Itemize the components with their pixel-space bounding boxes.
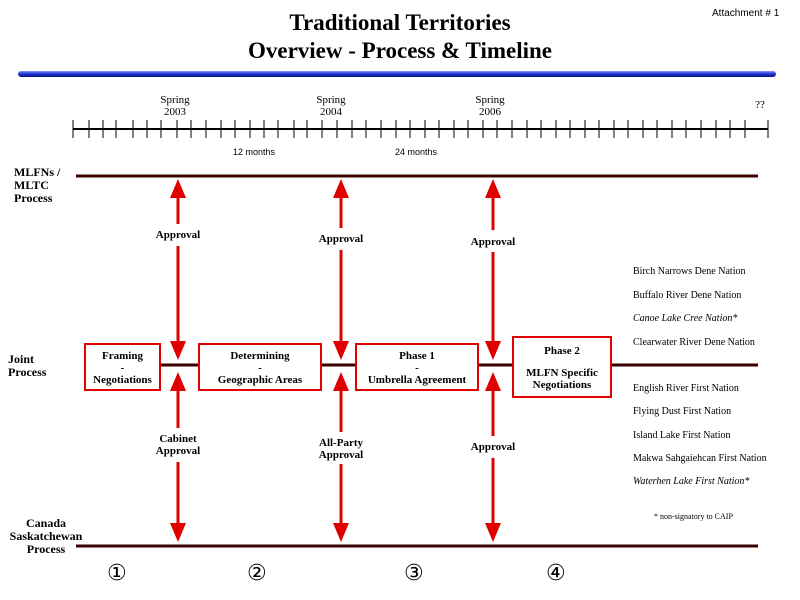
arrow-col-3 — [485, 179, 501, 542]
lane-label-mlfn: MLFNs / MLTC Process — [14, 165, 61, 205]
phase-box-phase-2: Phase 2 MLFN Specific Negotiations — [512, 336, 612, 398]
timeline-label-2003: Spring 2003 — [160, 94, 190, 118]
lane-label-canada: Canada Saskatchewan Process — [9, 516, 83, 556]
approval-bottom-all-party: All-Party Approval — [318, 437, 364, 461]
nation-english-river: English River First Nation — [633, 383, 739, 394]
phase-box-determining: Determining - Geographic Areas — [198, 343, 322, 391]
nation-island-lake: Island Lake First Nation — [633, 430, 731, 441]
timeline-label-2004: Spring 2004 — [316, 94, 346, 118]
nation-buffalo-river: Buffalo River Dene Nation — [633, 290, 742, 301]
approval-top-2: Approval — [318, 233, 364, 245]
timeline-label-2006: Spring 2006 — [475, 94, 505, 118]
title-line-1: Traditional Territories — [289, 10, 511, 35]
stage-number-1: ① — [107, 561, 127, 586]
attachment-label: Attachment # 1 — [712, 8, 780, 19]
approval-bottom-3: Approval — [470, 441, 516, 453]
approval-top-1: Approval — [155, 229, 201, 241]
header-divider-bar — [18, 71, 776, 77]
title-line-2: Overview - Process & Timeline — [247, 38, 553, 63]
phase-box-phase-1: Phase 1 - Umbrella Agreement — [355, 343, 479, 391]
stage-number-2: ② — [247, 561, 267, 586]
month-label-24: 24 months — [395, 147, 438, 157]
nation-flying-dust: Flying Dust First Nation — [633, 406, 732, 417]
approval-top-3: Approval — [470, 236, 516, 248]
nation-clearwater-river: Clearwater River Dene Nation — [633, 337, 755, 348]
phase-box-framing: Framing - Negotiations — [84, 343, 161, 391]
footnote: * non-signatory to CAIP — [654, 512, 733, 521]
nation-canoe-lake: Canoe Lake Cree Nation* — [633, 313, 738, 324]
timeline-label-unknown: ?? — [755, 99, 765, 111]
nation-waterhen-lake: Waterhen Lake First Nation* — [633, 476, 750, 487]
month-label-12: 12 months — [233, 147, 276, 157]
stage-number-3: ③ — [404, 561, 424, 586]
approval-bottom-cabinet: Cabinet Approval — [155, 433, 201, 457]
stage-number-4: ④ — [546, 561, 566, 586]
nation-makwa-sahgaiehcan: Makwa Sahgaiehcan First Nation — [633, 453, 767, 464]
lane-label-joint: Joint Process — [8, 352, 47, 379]
nation-birch-narrows: Birch Narrows Dene Nation — [633, 266, 746, 277]
